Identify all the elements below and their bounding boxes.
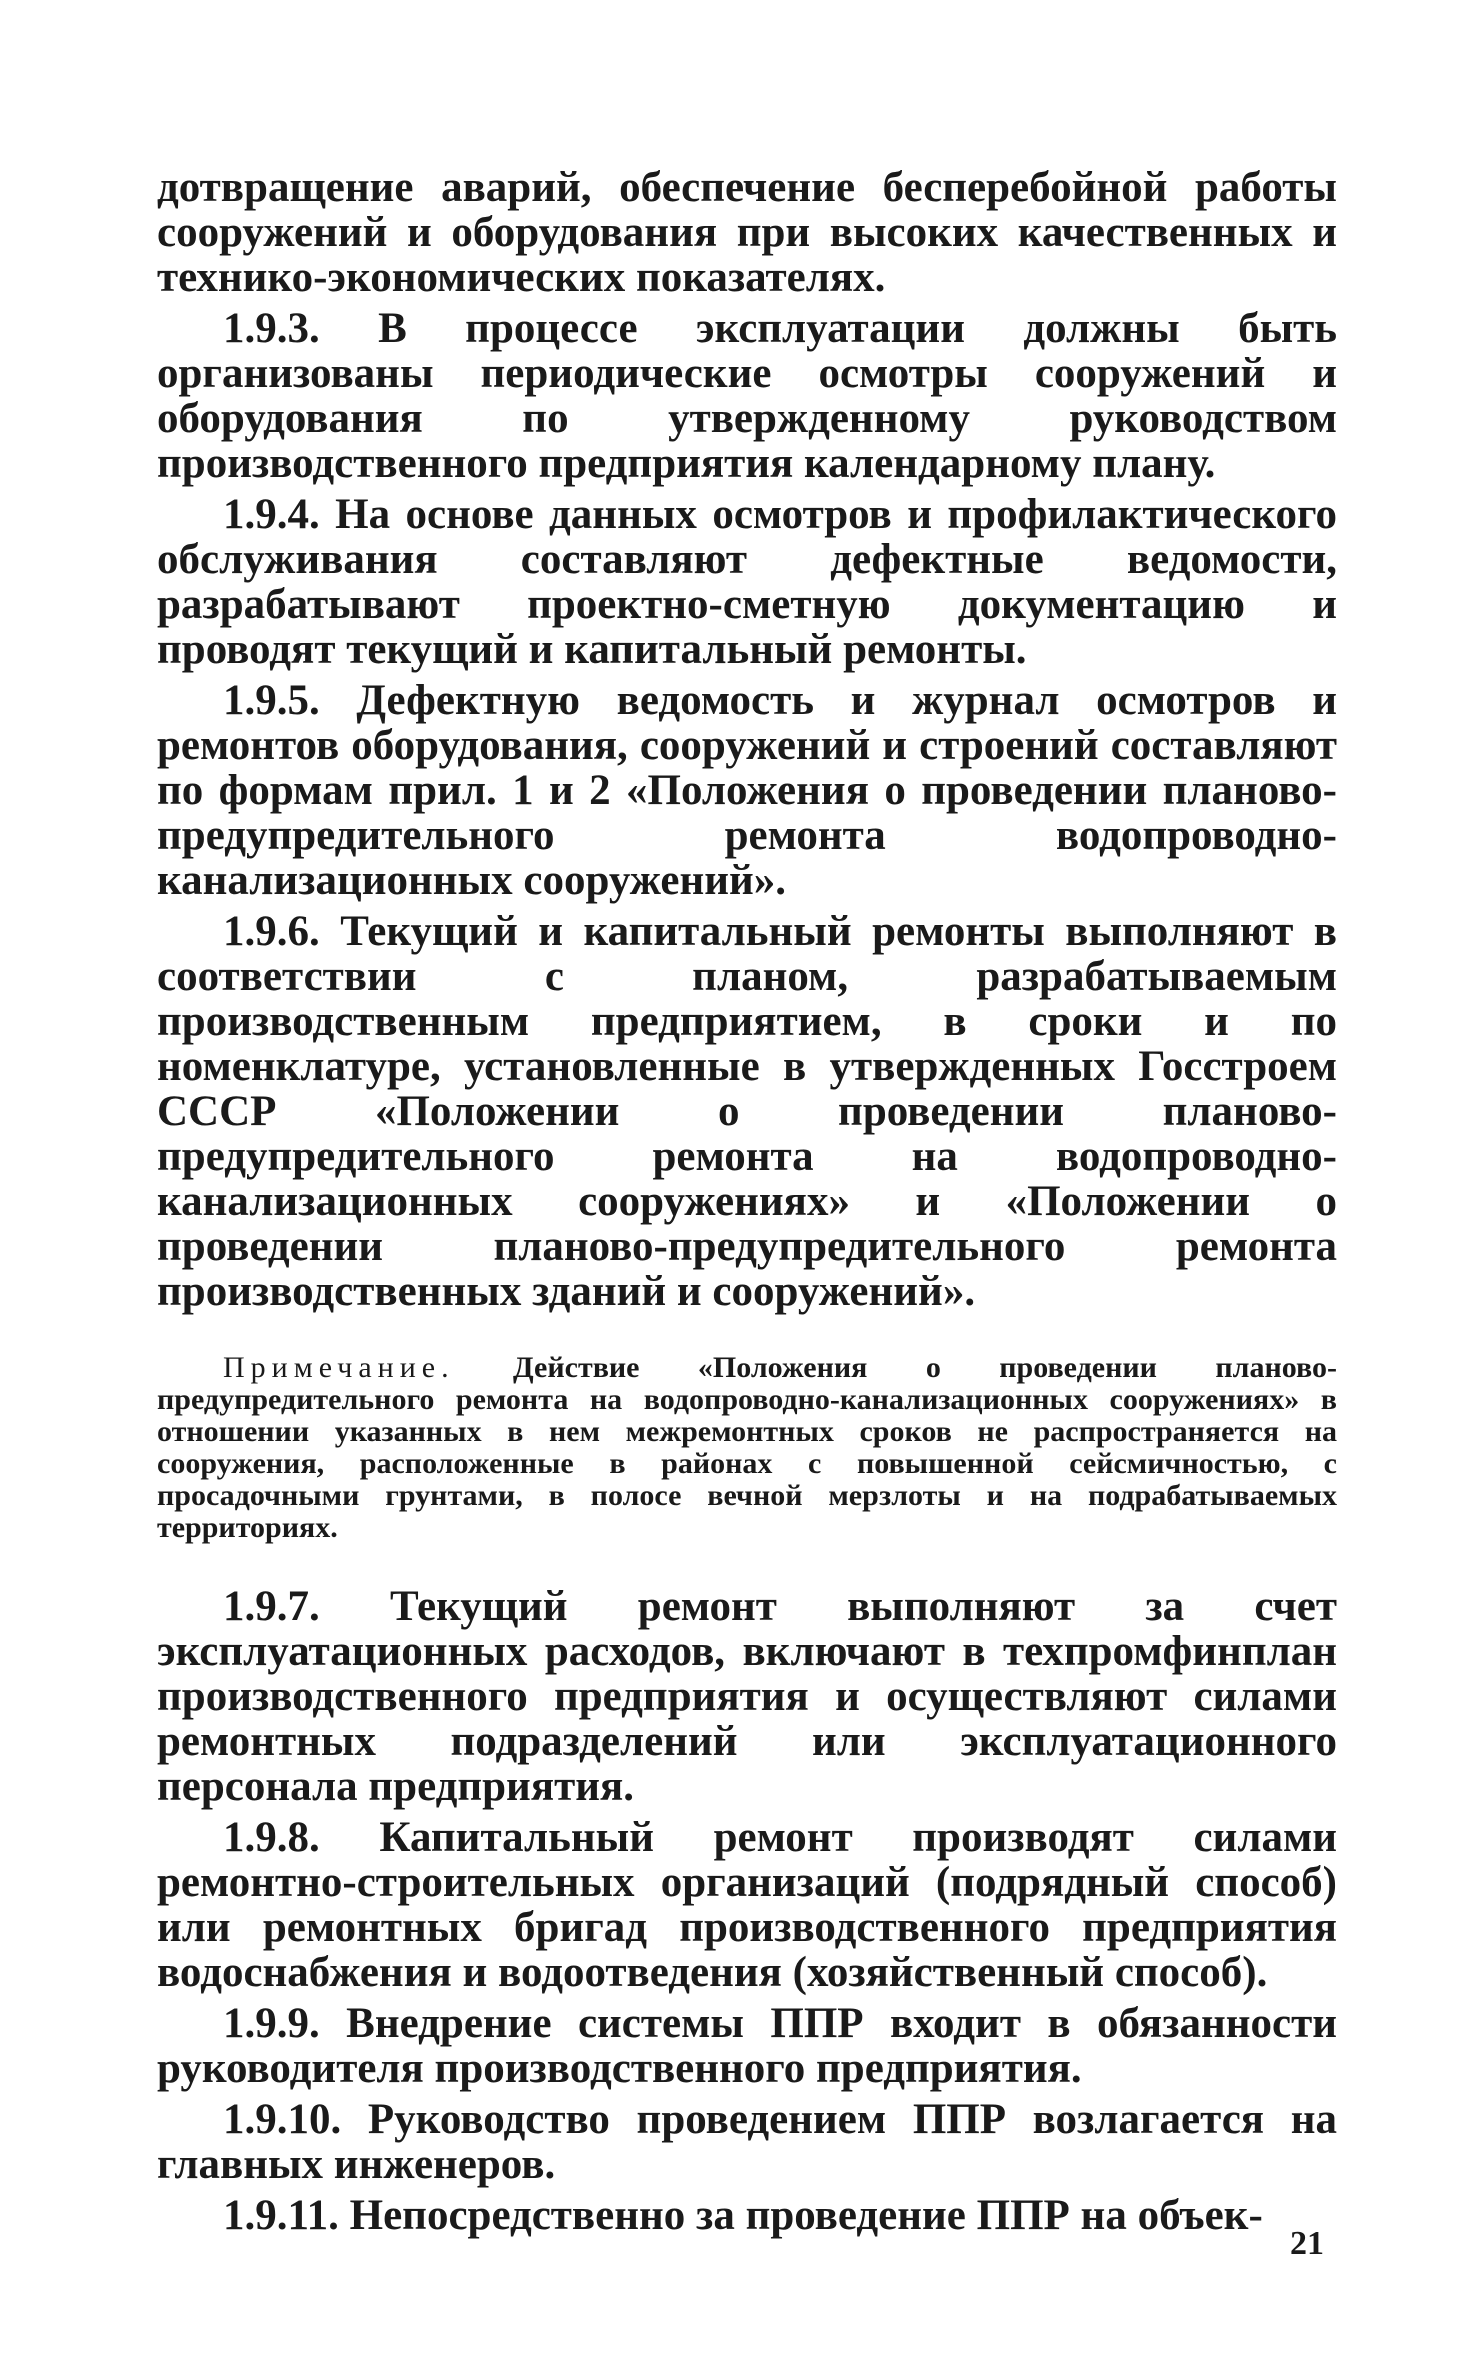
paragraph-text: Руководство проведением ППР возлагается на главных инженеров. — [157, 2096, 1337, 2188]
paragraph-1-9-8 — [157, 1815, 1337, 1995]
paragraph-1-9-11 — [157, 2193, 1337, 2238]
note-block — [157, 1352, 1337, 1544]
paragraph-text: дотвращение аварий, обеспечение бесперебойной работы сооружений и оборудования при высоких качественных и технико-экономических показателях. — [157, 164, 1337, 301]
paragraph-number: 1.9.5. — [223, 677, 320, 724]
document-page — [157, 165, 1337, 2244]
paragraph-number: 1.9.3. — [223, 305, 320, 352]
paragraph-number: 1.9.7. — [223, 1583, 320, 1630]
paragraph-number: 1.9.10. — [223, 2096, 342, 2143]
paragraph-1-9-7 — [157, 1584, 1337, 1809]
paragraph-number: 1.9.9. — [223, 2000, 320, 2047]
paragraph-1-9-9 — [157, 2001, 1337, 2091]
paragraph-text: Внедрение системы ППР входит в обязанности руководителя производственного предприятия. — [157, 2000, 1338, 2092]
paragraph-continuation — [157, 165, 1337, 300]
note-text: Действие «Положения о проведении планово-предупредительного ремонта на водопроводно-канализационных сооружениях» в отношении указанных в нем межремонтных сроков не распространяется на сооружения, расположенные в районах с повышенной сейсмичностью, с просадочными грунтами, в полосе вечной мерзлоты и на подрабатываемых территориях. — [157, 1351, 1337, 1544]
paragraph-1-9-3 — [157, 306, 1337, 486]
paragraph-text: Капитальный ремонт производят силами ремонтно-строительных организаций (подрядный способ) или ремонтных бригад производственного предприятия водоснабжения и водоотведения (хозяйственный способ). — [157, 1814, 1338, 1996]
paragraph-number: 1.9.6. — [223, 908, 320, 955]
paragraph-1-9-6 — [157, 909, 1337, 1314]
paragraph-1-9-5 — [157, 678, 1337, 903]
paragraph-1-9-4 — [157, 492, 1337, 672]
note-label: Примечание. — [223, 1351, 455, 1384]
paragraph-text: На основе данных осмотров и профилактического обслуживания составляют дефектные ведомости, разрабатывают проектно-сметную документацию и проводят текущий и капитальный ремонты. — [157, 491, 1338, 673]
paragraph-1-9-10 — [157, 2097, 1337, 2187]
page-number: 21 — [1290, 2225, 1324, 2262]
paragraph-number: 1.9.11. — [223, 2192, 339, 2239]
paragraph-text: В процессе эксплуатации должны быть организованы периодические осмотры сооружений и оборудования по утвержденному руководством производственного предприятия календарному плану. — [157, 305, 1337, 487]
paragraph-text: Непосредственно за проведение ППР на объек- — [349, 2192, 1263, 2239]
paragraph-text: Текущий ремонт выполняют за счет эксплуатационных расходов, включают в техпромфинплан производственного предприятия и осуществляют силами ремонтных подразделений или эксплуатационного персонала предприятия. — [157, 1583, 1337, 1810]
paragraph-text: Текущий и капитальный ремонты выполняют в соответствии с планом, разрабатываемым производственным предприятием, в сроки и по номенклатуре, установленные в утвержденных Госстроем СССР «Положении о проведении планово-предупредительного ремонта на водопроводно-канализационных сооружениях» и «Положении о проведении планово-предупредительного ремонта производственных зданий и сооружений». — [157, 908, 1337, 1315]
paragraph-text: Дефектную ведомость и журнал осмотров и ремонтов оборудования, сооружений и строений составляют по формам прил. 1 и 2 «Положения о проведении планово-предупредительного ремонта водопроводно-канализационных сооружений». — [157, 677, 1337, 904]
paragraph-number: 1.9.4. — [223, 491, 320, 538]
paragraph-number: 1.9.8. — [223, 1814, 320, 1861]
